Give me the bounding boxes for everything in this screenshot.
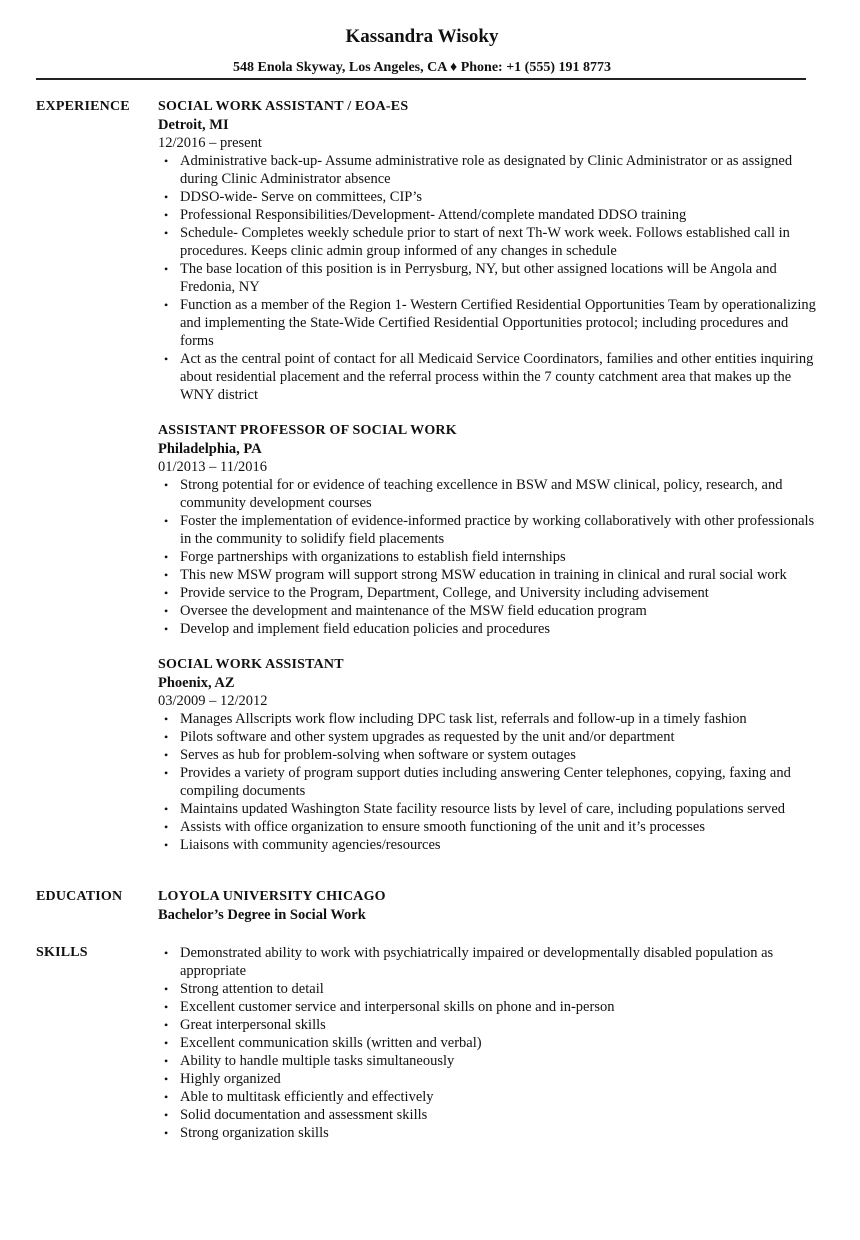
bullet-icon: • (164, 568, 169, 582)
job-bullets (158, 476, 818, 638)
list-item: • Pilots software and other system upgrades as requested by the unit and/or department (164, 729, 675, 745)
skills-heading: SKILLS (36, 945, 88, 960)
bullet-icon: • (164, 352, 169, 366)
bullet-icon: • (164, 478, 169, 492)
job-bullets (158, 710, 818, 854)
job-location: Detroit, MI (158, 117, 229, 133)
bullet-icon: • (164, 1000, 169, 1014)
skills-entry (158, 944, 818, 1142)
list-item: • Serves as hub for problem-solving when software or system outages (164, 747, 576, 763)
bullet-icon: • (164, 1072, 169, 1086)
list-item: • Provides a variety of program support duties including answering Center telephones, copying, faxing and compiling documents (164, 765, 791, 799)
job-entry (158, 98, 818, 404)
list-item: • Function as a member of the Region 1- Western Certified Residential Opportunities Team by operationalizing and implementing the State-Wide Certified Residential Opportunities protocol; including procedures and forms (164, 297, 816, 349)
job-location: Phoenix, AZ (158, 675, 235, 691)
bullet-icon: • (164, 712, 169, 726)
bullet-icon: • (164, 802, 169, 816)
bullet-icon: • (164, 622, 169, 636)
list-item: • Demonstrated ability to work with psychiatrically impaired or developmentally disabled population as appropriate (164, 945, 774, 979)
degree: Bachelor’s Degree in Social Work (158, 907, 366, 923)
list-item: • Ability to handle multiple tasks simultaneously (164, 1053, 455, 1069)
list-item: • The base location of this position is in Perrysburg, NY, but other assigned locations will be Angola and Fredonia, NY (164, 261, 777, 295)
job-dates: 12/2016 – present (158, 135, 262, 151)
job-title: SOCIAL WORK ASSISTANT / EOA-ES (158, 99, 409, 114)
list-item: • Professional Responsibilities/Development- Attend/complete mandated DDSO training (164, 207, 687, 223)
bullet-icon: • (164, 820, 169, 834)
list-item: • Schedule- Completes weekly schedule prior to start of next Th-W work week. Follows established call in procedures. Keeps clinic admin group informed of any changes in schedule (164, 225, 790, 259)
list-item: • Strong organization skills (164, 1125, 329, 1141)
bullet-icon: • (164, 838, 169, 852)
bullet-icon: • (164, 1108, 169, 1122)
experience-heading: EXPERIENCE (36, 99, 130, 114)
bullet-icon: • (164, 766, 169, 780)
bullet-icon: • (164, 1126, 169, 1140)
list-item: • Manages Allscripts work flow including DPC task list, referrals and follow-up in a timely fashion (164, 711, 747, 727)
job-entry (158, 656, 818, 854)
list-item: • Assists with office organization to ensure smooth functioning of the unit and it’s processes (164, 819, 706, 835)
bullet-icon: • (164, 514, 169, 528)
job-location: Philadelphia, PA (158, 441, 262, 457)
bullet-icon: • (164, 298, 169, 312)
bullet-icon: • (164, 154, 169, 168)
education-entry (158, 888, 818, 924)
list-item: • DDSO-wide- Serve on committees, CIP’s (164, 189, 423, 205)
bullet-icon: • (164, 982, 169, 996)
list-item: • Great interpersonal skills (164, 1017, 326, 1033)
bullet-icon: • (164, 604, 169, 618)
bullet-icon: • (164, 1018, 169, 1032)
bullet-icon: • (164, 550, 169, 564)
bullet-icon: • (164, 1054, 169, 1068)
list-item: • Foster the implementation of evidence-informed practice by working collaboratively with other professionals in the community to solidify field placements (164, 513, 815, 547)
header-divider (36, 78, 806, 80)
skills-list (158, 944, 818, 1142)
bullet-icon: • (164, 226, 169, 240)
list-item: • Excellent customer service and interpersonal skills on phone and in-person (164, 999, 615, 1015)
contact-line: 548 Enola Skyway, Los Angeles, CA ♦ Phone: +1 (555) 191 8773 (233, 60, 611, 75)
bullet-icon: • (164, 190, 169, 204)
list-item: • Solid documentation and assessment skills (164, 1107, 428, 1123)
list-item: • Provide service to the Program, Department, College, and University including advisement (164, 585, 709, 601)
school-name: LOYOLA UNIVERSITY CHICAGO (158, 889, 386, 904)
job-bullets (158, 152, 818, 404)
list-item: • Strong potential for or evidence of teaching excellence in BSW and MSW clinical, policy, research, and community development courses (164, 477, 783, 511)
list-item: • This new MSW program will support strong MSW education in training in clinical and rural social work (164, 567, 787, 583)
job-dates: 01/2013 – 11/2016 (158, 459, 268, 475)
list-item: • Strong attention to detail (164, 981, 324, 997)
list-item: • Forge partnerships with organizations to establish field internships (164, 549, 566, 565)
bullet-icon: • (164, 262, 169, 276)
education-heading: EDUCATION (36, 889, 123, 904)
list-item: • Administrative back-up- Assume administrative role as designated by Clinic Administrator or as assigned during Clinic Administrator absence (164, 153, 793, 187)
list-item: • Maintains updated Washington State facility resource lists by level of care, including populations served (164, 801, 785, 817)
bullet-icon: • (164, 1090, 169, 1104)
list-item: • Oversee the development and maintenance of the MSW field education program (164, 603, 647, 619)
bullet-icon: • (164, 730, 169, 744)
job-dates: 03/2009 – 12/2012 (158, 693, 268, 709)
list-item: • Act as the central point of contact for all Medicaid Service Coordinators, families and other entities inquiring about residential placement and the referral process within the 7 county catchment area that makes up the WNY district (164, 351, 814, 403)
job-title: ASSISTANT PROFESSOR OF SOCIAL WORK (158, 423, 457, 438)
candidate-name: Kassandra Wisoky (345, 26, 499, 47)
bullet-icon: • (164, 1036, 169, 1050)
list-item: • Able to multitask efficiently and effectively (164, 1089, 434, 1105)
job-entry (158, 422, 818, 638)
list-item: • Develop and implement field education policies and procedures (164, 621, 551, 637)
list-item: • Highly organized (164, 1071, 281, 1087)
bullet-icon: • (164, 946, 169, 960)
job-title: SOCIAL WORK ASSISTANT (158, 657, 344, 672)
bullet-icon: • (164, 748, 169, 762)
experience-list (158, 98, 818, 854)
bullet-icon: • (164, 586, 169, 600)
list-item: • Liaisons with community agencies/resources (164, 837, 441, 853)
bullet-icon: • (164, 208, 169, 222)
list-item: • Excellent communication skills (written and verbal) (164, 1035, 482, 1051)
